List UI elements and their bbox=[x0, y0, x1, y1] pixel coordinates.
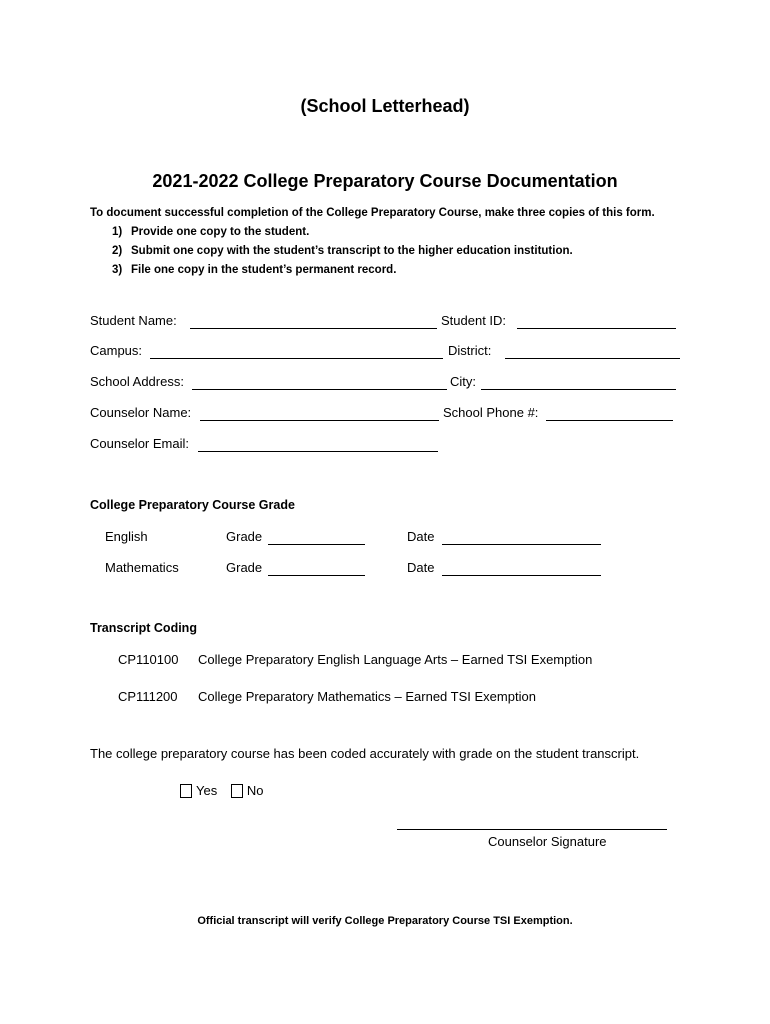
grade-label: Grade bbox=[226, 560, 263, 575]
school-phone-field[interactable] bbox=[546, 420, 673, 421]
coding-confirmation-statement: The college preparatory course has been coded accurately with grade on the student transcript. bbox=[90, 746, 640, 761]
counselor-email-label: Counselor Email: bbox=[90, 436, 189, 451]
instruction-step bbox=[112, 264, 396, 276]
step-text: Submit one copy with the student’s transcript to the higher education institution. bbox=[131, 245, 573, 257]
course-description: College Preparatory Mathematics – Earned TSI Exemption bbox=[198, 689, 536, 704]
course-description: College Preparatory English Language Arts – Earned TSI Exemption bbox=[198, 652, 593, 667]
counselor-signature-label: Counselor Signature bbox=[488, 834, 607, 849]
subject-english: English bbox=[105, 529, 148, 544]
date-label: Date bbox=[407, 560, 435, 575]
transcript-coding-heading: Transcript Coding bbox=[90, 621, 197, 635]
counselor-signature-field[interactable] bbox=[397, 829, 667, 830]
no-checkbox[interactable] bbox=[231, 784, 243, 798]
english-grade-field[interactable] bbox=[268, 544, 365, 545]
course-code: CP111200 bbox=[118, 689, 178, 704]
school-phone-label: School Phone #: bbox=[443, 405, 539, 420]
district-label: District: bbox=[448, 343, 492, 358]
footer-note: Official transcript will verify College Preparatory Course TSI Exemption. bbox=[197, 915, 573, 927]
school-address-label: School Address: bbox=[90, 374, 184, 389]
counselor-name-field[interactable] bbox=[200, 420, 439, 421]
subject-mathematics: Mathematics bbox=[105, 560, 179, 575]
step-number: 3) bbox=[112, 264, 123, 276]
instruction-step bbox=[112, 245, 573, 257]
no-label: No bbox=[246, 783, 264, 798]
step-text: Provide one copy to the student. bbox=[131, 226, 310, 238]
counselor-name-label: Counselor Name: bbox=[90, 405, 192, 420]
campus-field[interactable] bbox=[150, 358, 443, 359]
date-label: Date bbox=[407, 529, 435, 544]
district-field[interactable] bbox=[505, 358, 680, 359]
letterhead: (School Letterhead) bbox=[300, 96, 470, 116]
course-code: CP110100 bbox=[118, 652, 179, 667]
grade-section-heading: College Preparatory Course Grade bbox=[90, 498, 295, 512]
school-address-field[interactable] bbox=[192, 389, 447, 390]
city-field[interactable] bbox=[481, 389, 676, 390]
student-id-label: Student ID: bbox=[441, 313, 507, 328]
grade-label: Grade bbox=[226, 529, 263, 544]
campus-label: Campus: bbox=[90, 343, 143, 358]
no-option[interactable] bbox=[231, 783, 264, 798]
instructions-intro: To document successful completion of the College Preparatory Course, make three copies of this form. bbox=[90, 207, 655, 219]
confirmation-options bbox=[180, 783, 263, 801]
mathematics-grade-field[interactable] bbox=[268, 575, 365, 576]
city-label: City: bbox=[450, 374, 476, 389]
student-id-field[interactable] bbox=[517, 328, 676, 329]
yes-option[interactable] bbox=[180, 783, 217, 798]
step-number: 2) bbox=[112, 245, 123, 257]
yes-label: Yes bbox=[196, 783, 218, 798]
student-name-field[interactable] bbox=[190, 328, 437, 329]
step-text: File one copy in the student’s permanent record. bbox=[131, 264, 397, 276]
step-number: 1) bbox=[112, 226, 123, 238]
mathematics-date-field[interactable] bbox=[442, 575, 601, 576]
counselor-email-field[interactable] bbox=[198, 451, 438, 452]
document-title: 2021-2022 College Preparatory Course Documentation bbox=[152, 171, 618, 191]
instruction-step bbox=[112, 226, 309, 238]
english-date-field[interactable] bbox=[442, 544, 601, 545]
yes-checkbox[interactable] bbox=[180, 784, 192, 798]
student-name-label: Student Name: bbox=[90, 313, 177, 328]
